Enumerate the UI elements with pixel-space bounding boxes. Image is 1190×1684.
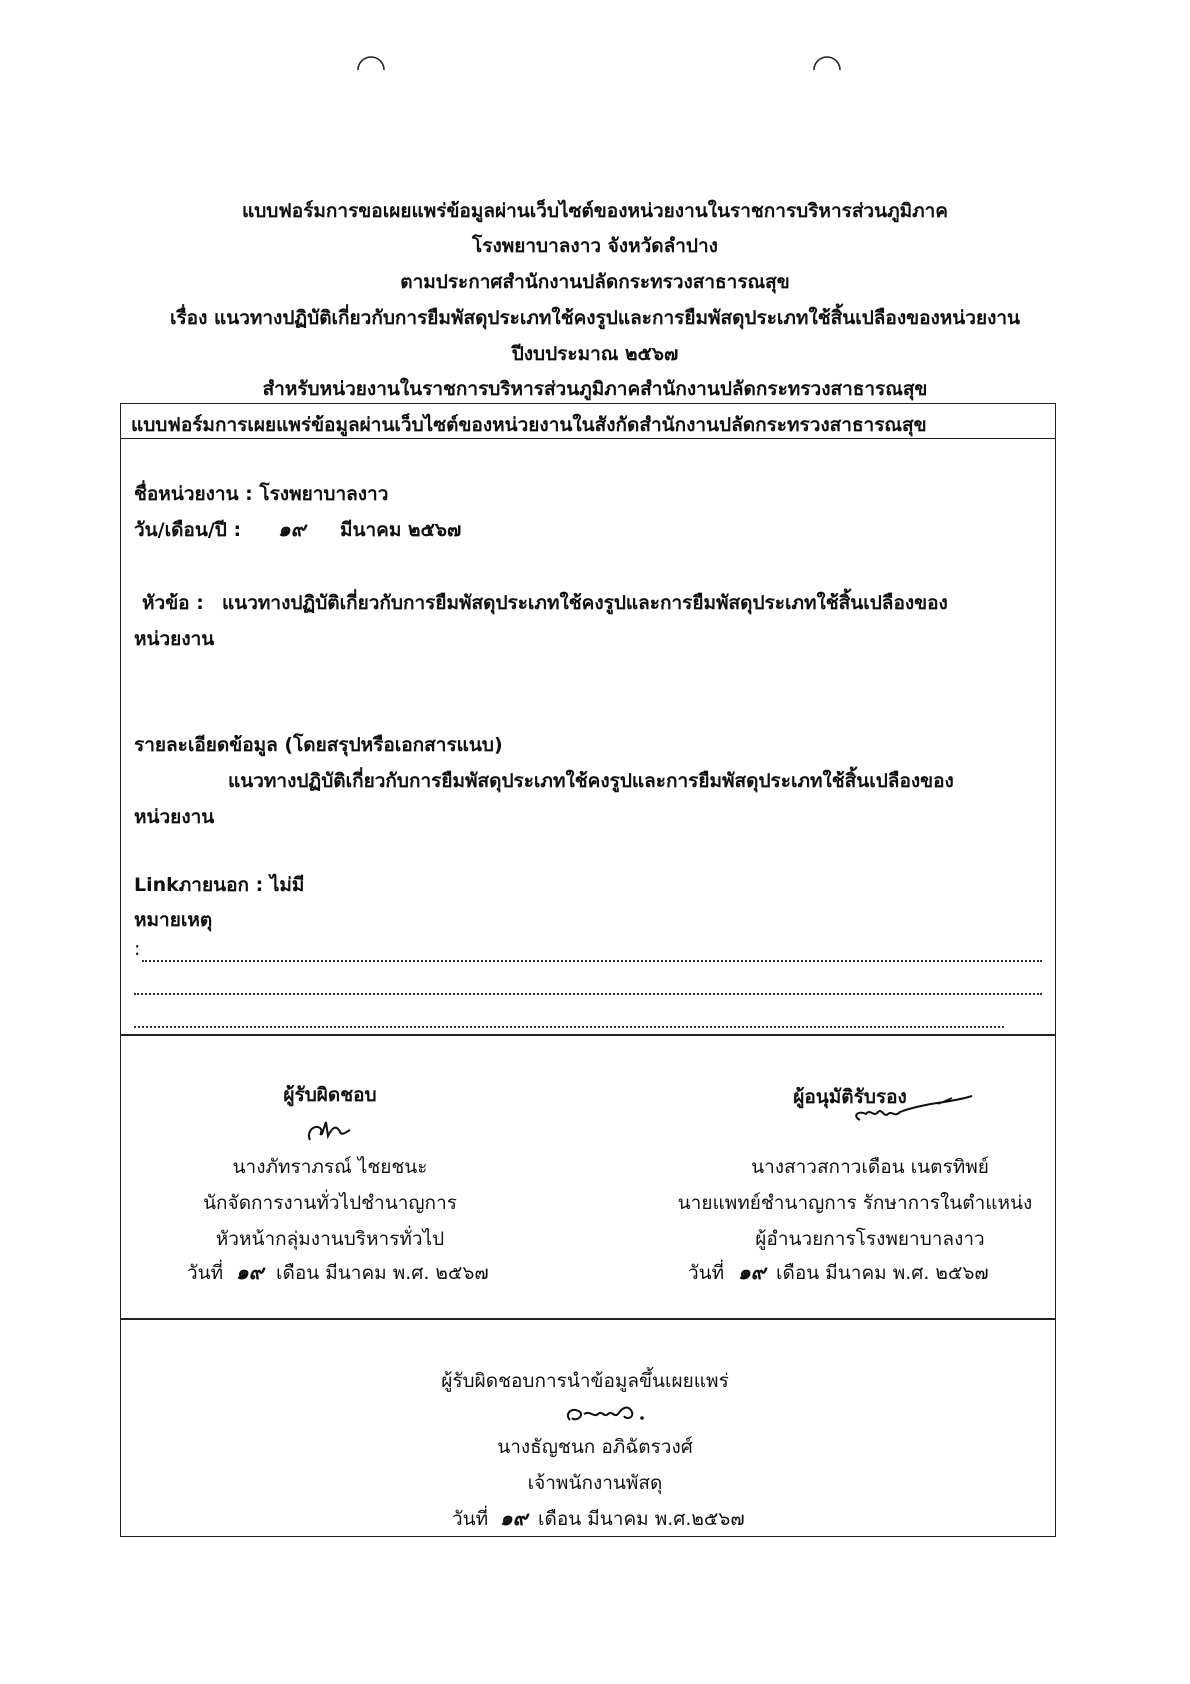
punch-hole-icon: [810, 42, 844, 76]
responsible-title: ผู้รับผิดชอบ: [283, 1084, 377, 1106]
header-line-1: แบบฟอร์มการขอเผยแพร่ข้อมูลผ่านเว็บไซต์ของหน่วยงานในราชการบริหารส่วนภูมิภาค: [241, 200, 949, 222]
responsible-date-rest: เดือน มีนาคม พ.ศ. ๒๕๖๗: [276, 1262, 489, 1284]
approver-position: นายแพทย์ชำนาญการ รักษาการในตำแหน่ง: [677, 1192, 1033, 1214]
signature-publisher: [562, 1394, 652, 1428]
responsible-position: นักจัดการงานทั่วไปชำนาญการ: [203, 1192, 457, 1214]
approver-position-2: ผู้อำนวยการโรงพยาบาลงาว: [755, 1228, 985, 1250]
topic-label: หัวข้อ :: [142, 592, 204, 614]
remark-line: [142, 960, 1042, 962]
signature-responsible: [300, 1112, 360, 1148]
publisher-date-prefix: วันที่: [452, 1508, 489, 1530]
responsible-date-prefix: วันที่: [187, 1262, 224, 1284]
header-line-5: ปีงบประมาณ ๒๕๖๗: [511, 343, 679, 365]
approver-date-day-handwritten: ๑๙: [738, 1260, 766, 1284]
header-line-6: สำหรับหน่วยงานในราชการบริหารส่วนภูมิภาคสำนักงานปลัดกระทรวงสาธารณสุข: [262, 378, 928, 400]
agency-name: ชื่อหน่วยงาน : โรงพยาบาลงาว: [134, 483, 389, 505]
date-label: วัน/เดือน/ปี :: [134, 519, 242, 541]
approver-date-rest: เดือน มีนาคม พ.ศ. ๒๕๖๗: [776, 1262, 989, 1284]
external-link: Linkภายนอก : ไม่มี: [134, 874, 305, 896]
date-day-handwritten: ๑๙: [278, 517, 306, 541]
approver-title: ผู้อนุมัติรับรอง: [793, 1086, 907, 1108]
topic-text: แนวทางปฏิบัติเกี่ยวกับการยืมพัสดุประเภทใช้คงรูปและการยืมพัสดุประเภทใช้สิ้นเปลืองของ: [222, 592, 948, 614]
punch-hole-icon: [354, 42, 388, 76]
responsible-date-day-handwritten: ๑๙: [236, 1260, 264, 1284]
date-month-year: มีนาคม ๒๕๖๗: [340, 519, 462, 541]
remark-label: หมายเหตุ: [134, 909, 213, 931]
publisher-title: ผู้รับผิดชอบการนำข้อมูลขึ้นเผยแพร่: [441, 1370, 729, 1392]
remark-line: [134, 1026, 1004, 1028]
header-line-3: ตามประกาศสำนักงานปลัดกระทรวงสาธารณสุข: [400, 271, 790, 293]
header-line-2: โรงพยาบาลงาว จังหวัดลำปาง: [472, 235, 718, 257]
responsible-position-2: หัวหน้ากลุ่มงานบริหารทั่วไป: [215, 1228, 445, 1250]
remark-colon: :: [134, 938, 141, 960]
publisher-date-rest: เดือน มีนาคม พ.ศ.๒๕๖๗: [538, 1508, 745, 1530]
approver-name: นางสาวสกาวเดือน เนตรทิพย์: [751, 1156, 989, 1178]
publisher-date-day-handwritten: ๑๙: [500, 1506, 528, 1530]
form-title: แบบฟอร์มการเผยแพร่ข้อมูลผ่านเว็บไซต์ของหน่วยงานในสังกัดสำนักงานปลัดกระทรวงสาธารณสุข: [131, 414, 927, 436]
detail-label: รายละเอียดข้อมูล (โดยสรุปหรือเอกสารแนบ): [134, 734, 503, 756]
approver-date-prefix: วันที่: [688, 1262, 725, 1284]
detail-text: แนวทางปฏิบัติเกี่ยวกับการยืมพัสดุประเภทใช้คงรูปและการยืมพัสดุประเภทใช้สิ้นเปลืองของ: [228, 770, 954, 792]
detail-text-line2: หน่วยงาน: [134, 806, 215, 828]
form-title-box: [120, 403, 1056, 439]
header-line-4: เรื่อง แนวทางปฏิบัติเกี่ยวกับการยืมพัสดุประเภทใช้คงรูปและการยืมพัสดุประเภทใช้สิ้นเปลืองของหน่วยงาน: [169, 307, 1021, 329]
publisher-position: เจ้าพนักงานพัสดุ: [527, 1472, 663, 1494]
topic-text-line2: หน่วยงาน: [134, 628, 215, 650]
responsible-name: นางภัทราภรณ์ ไชยชนะ: [232, 1156, 428, 1178]
remark-line: [134, 993, 1042, 995]
signature-approver: [848, 1090, 978, 1130]
publisher-name: นางธัญชนก อภิฉัตรวงศ์: [497, 1436, 693, 1458]
